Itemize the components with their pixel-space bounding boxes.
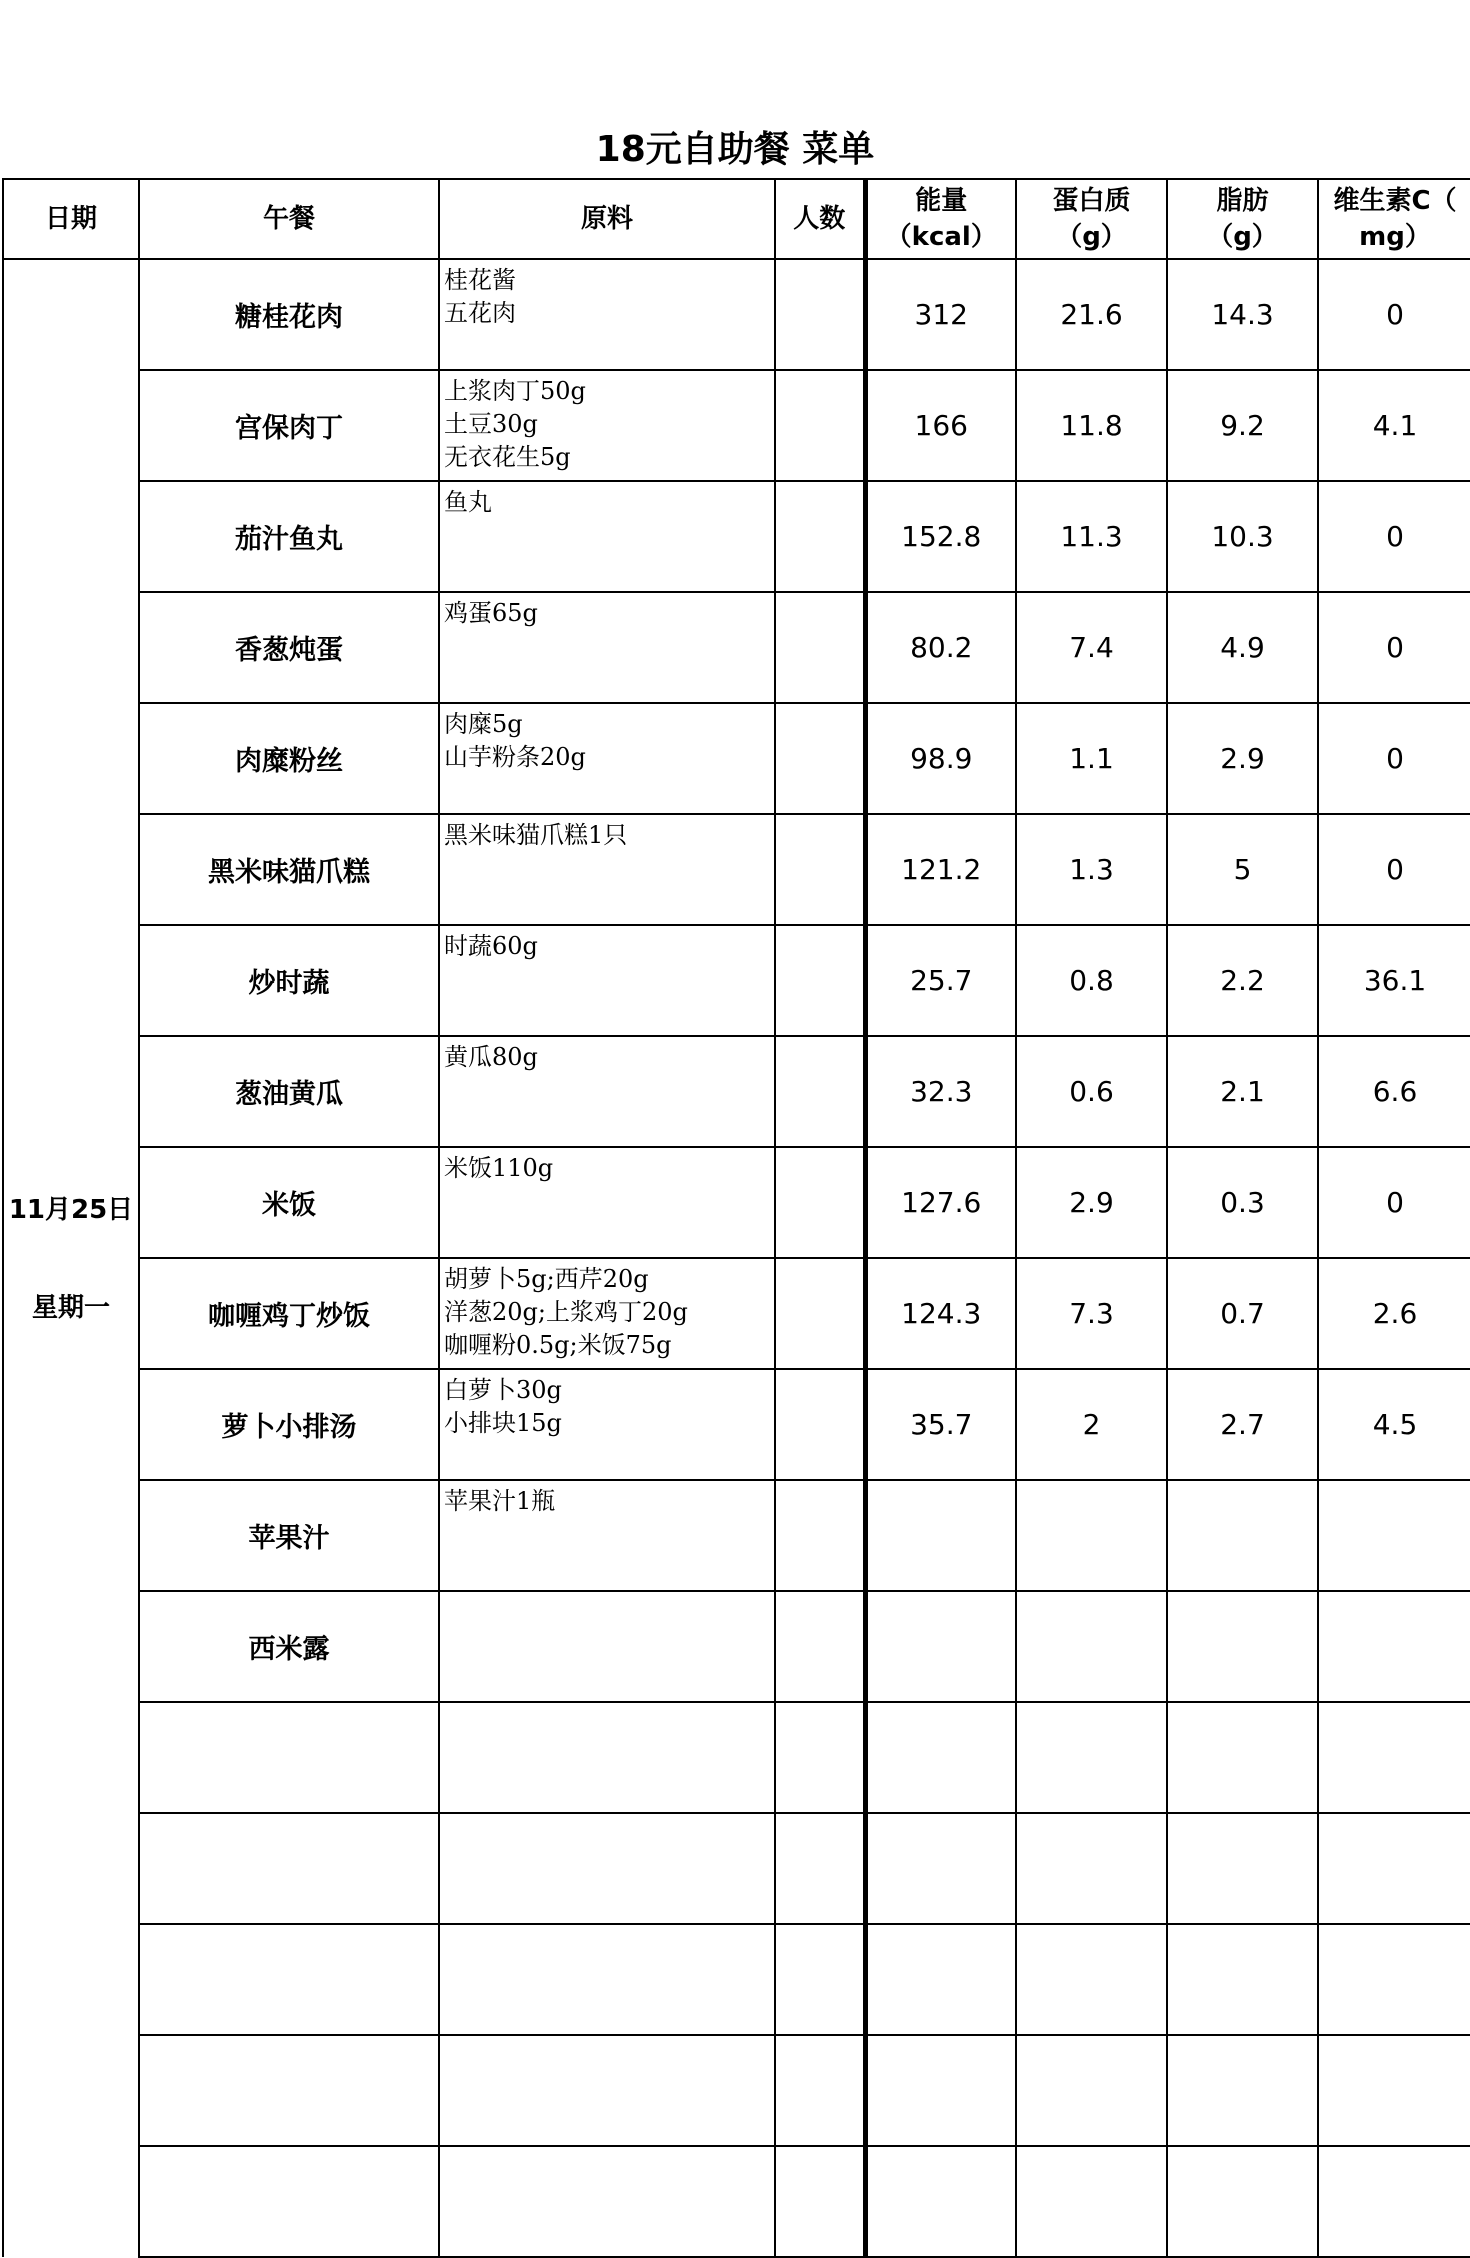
ingredient-line: 肉糜5g	[444, 710, 523, 738]
vitc-value	[1318, 2035, 1470, 2146]
menu-row	[3, 1480, 1470, 1591]
energy-value: 25.7	[865, 925, 1016, 1036]
protein-value: 1.3	[1016, 814, 1167, 925]
fat-value	[1167, 1591, 1318, 1702]
fat-value: 2.7	[1167, 1369, 1318, 1480]
vitc-value	[1318, 1591, 1470, 1702]
protein-value: 11.3	[1016, 481, 1167, 592]
energy-value: 127.6	[865, 1147, 1016, 1258]
fat-value: 5	[1167, 814, 1318, 925]
ingredients-cell	[439, 1924, 775, 2035]
menu-table	[2, 178, 1470, 2258]
menu-row	[3, 370, 1470, 481]
ingredient-line: 苹果汁1瓶	[444, 1487, 556, 1515]
fat-value: 0.7	[1167, 1258, 1318, 1369]
ingredient-line: 白萝卜30g	[444, 1376, 562, 1404]
dish-name: 炒时蔬	[139, 925, 439, 1036]
vitc-value	[1318, 1702, 1470, 1813]
ingredient-line: 鸡蛋65g	[444, 599, 538, 627]
header-protein-line1: 蛋白质	[1052, 186, 1131, 216]
ingredients-cell	[439, 1147, 775, 1258]
ingredient-line: 米饭110g	[444, 1154, 554, 1182]
date-weekday: 星期一	[31, 1292, 110, 1323]
ingredient-line: 咖喱粉0.5g;米饭75g	[444, 1331, 672, 1359]
menu-row	[3, 2146, 1470, 2257]
dish-name: 西米露	[139, 1591, 439, 1702]
header-protein-line2: （g）	[1056, 222, 1127, 252]
vitc-value: 0	[1318, 1147, 1470, 1258]
protein-value: 7.3	[1016, 1258, 1167, 1369]
menu-row	[3, 1591, 1470, 1702]
people-cell	[775, 1369, 865, 1480]
people-cell	[775, 1480, 865, 1591]
protein-value: 2.9	[1016, 1147, 1167, 1258]
header-people: 人数	[775, 179, 865, 259]
dish-name	[139, 2035, 439, 2146]
vitc-value: 36.1	[1318, 925, 1470, 1036]
menu-row	[3, 259, 1470, 370]
ingredients-cell	[439, 481, 775, 592]
ingredient-line: 五花肉	[444, 299, 516, 327]
ingredient-line: 土豆30g	[444, 410, 538, 438]
ingredients-cell	[439, 1702, 775, 1813]
people-cell	[775, 1924, 865, 2035]
ingredient-line: 黄瓜80g	[444, 1043, 538, 1071]
protein-value: 7.4	[1016, 592, 1167, 703]
ingredients-cell	[439, 2146, 775, 2257]
ingredients-cell	[439, 1813, 775, 1924]
fat-value: 9.2	[1167, 370, 1318, 481]
dish-name: 萝卜小排汤	[139, 1369, 439, 1480]
protein-value: 21.6	[1016, 259, 1167, 370]
menu-title: 18元自助餐 菜单	[595, 129, 875, 170]
vitc-value	[1318, 2146, 1470, 2257]
people-cell	[775, 1147, 865, 1258]
protein-value: 0.6	[1016, 1036, 1167, 1147]
dish-name: 宫保肉丁	[139, 370, 439, 481]
header-protein	[1016, 179, 1167, 259]
people-cell	[775, 370, 865, 481]
vitc-value: 0	[1318, 703, 1470, 814]
header-energy	[865, 179, 1016, 259]
people-cell	[775, 1813, 865, 1924]
ingredients-cell	[439, 1036, 775, 1147]
fat-value	[1167, 1924, 1318, 2035]
fat-value: 2.9	[1167, 703, 1318, 814]
vitc-value: 4.5	[1318, 1369, 1470, 1480]
people-cell	[775, 814, 865, 925]
energy-value: 166	[865, 370, 1016, 481]
energy-value: 80.2	[865, 592, 1016, 703]
ingredients-cell	[439, 1369, 775, 1480]
fat-value: 10.3	[1167, 481, 1318, 592]
ingredient-line: 山芋粉条20g	[444, 743, 586, 771]
dish-name: 苹果汁	[139, 1480, 439, 1591]
protein-value	[1016, 1480, 1167, 1591]
date-cell	[3, 259, 139, 2257]
fat-value: 4.9	[1167, 592, 1318, 703]
ingredients-cell	[439, 703, 775, 814]
dish-name: 黑米味猫爪糕	[139, 814, 439, 925]
header-date: 日期	[3, 179, 139, 259]
energy-value	[865, 1702, 1016, 1813]
menu-body	[3, 259, 1470, 2257]
ingredient-line: 黑米味猫爪糕1只	[444, 821, 628, 849]
vitc-value	[1318, 1813, 1470, 1924]
dish-name: 糖桂花肉	[139, 259, 439, 370]
vitc-value: 6.6	[1318, 1036, 1470, 1147]
protein-value	[1016, 1813, 1167, 1924]
vitc-value	[1318, 1924, 1470, 2035]
energy-value: 312	[865, 259, 1016, 370]
ingredients-cell	[439, 592, 775, 703]
ingredient-line: 桂花酱	[444, 266, 516, 294]
ingredient-line: 洋葱20g;上浆鸡丁20g	[444, 1298, 688, 1326]
menu-row	[3, 481, 1470, 592]
fat-value	[1167, 2146, 1318, 2257]
energy-value	[865, 1924, 1016, 2035]
menu-row	[3, 1258, 1470, 1369]
energy-value	[865, 2035, 1016, 2146]
vitc-value: 0	[1318, 481, 1470, 592]
header-fat	[1167, 179, 1318, 259]
ingredients-cell	[439, 1258, 775, 1369]
header-ingredients: 原料	[439, 179, 775, 259]
people-cell	[775, 1036, 865, 1147]
protein-value: 2	[1016, 1369, 1167, 1480]
energy-value: 32.3	[865, 1036, 1016, 1147]
vitc-value: 0	[1318, 814, 1470, 925]
energy-value: 121.2	[865, 814, 1016, 925]
energy-value	[865, 2146, 1016, 2257]
menu-row	[3, 2035, 1470, 2146]
fat-value: 2.1	[1167, 1036, 1318, 1147]
fat-value	[1167, 1480, 1318, 1591]
energy-value	[865, 1480, 1016, 1591]
protein-value	[1016, 1702, 1167, 1813]
dish-name	[139, 1924, 439, 2035]
header-vitc	[1318, 179, 1470, 259]
ingredient-line: 时蔬60g	[444, 932, 538, 960]
dish-name	[139, 1702, 439, 1813]
fat-value	[1167, 1813, 1318, 1924]
header-energy-line2: （kcal）	[885, 222, 997, 252]
protein-value	[1016, 2146, 1167, 2257]
menu-row	[3, 1036, 1470, 1147]
people-cell	[775, 2035, 865, 2146]
dish-name: 米饭	[139, 1147, 439, 1258]
dish-name: 茄汁鱼丸	[139, 481, 439, 592]
menu-row	[3, 592, 1470, 703]
header-fat-line1: 脂肪	[1216, 186, 1269, 216]
header-energy-line1: 能量	[915, 186, 968, 216]
protein-value	[1016, 1924, 1167, 2035]
date-day: 11月25日	[8, 1194, 134, 1225]
protein-value: 1.1	[1016, 703, 1167, 814]
ingredient-line: 上浆肉丁50g	[444, 377, 586, 405]
ingredients-cell	[439, 1591, 775, 1702]
header-vitc-line1: 维生素C（	[1333, 186, 1457, 216]
energy-value: 98.9	[865, 703, 1016, 814]
protein-value: 0.8	[1016, 925, 1167, 1036]
energy-value	[865, 1813, 1016, 1924]
people-cell	[775, 925, 865, 1036]
menu-row	[3, 1924, 1470, 2035]
energy-value	[865, 1591, 1016, 1702]
ingredient-line: 小排块15g	[444, 1409, 562, 1437]
protein-value	[1016, 1591, 1167, 1702]
dish-name: 香葱炖蛋	[139, 592, 439, 703]
ingredients-cell	[439, 370, 775, 481]
people-cell	[775, 703, 865, 814]
menu-row	[3, 1147, 1470, 1258]
people-cell	[775, 592, 865, 703]
vitc-value	[1318, 1480, 1470, 1591]
people-cell	[775, 1591, 865, 1702]
fat-value: 0.3	[1167, 1147, 1318, 1258]
vitc-value: 2.6	[1318, 1258, 1470, 1369]
fat-value: 2.2	[1167, 925, 1318, 1036]
ingredients-cell	[439, 2035, 775, 2146]
menu-row	[3, 1369, 1470, 1480]
energy-value: 124.3	[865, 1258, 1016, 1369]
header-lunch: 午餐	[139, 179, 439, 259]
header-vitc-line2: mg）	[1359, 222, 1431, 252]
people-cell	[775, 1258, 865, 1369]
header-fat-line2: （g）	[1207, 222, 1278, 252]
ingredients-cell	[439, 1480, 775, 1591]
vitc-value: 4.1	[1318, 370, 1470, 481]
ingredient-line: 鱼丸	[444, 488, 492, 516]
vitc-value: 0	[1318, 259, 1470, 370]
ingredient-line: 胡萝卜5g;西芹20g	[444, 1265, 649, 1293]
dish-name	[139, 2146, 439, 2257]
protein-value: 11.8	[1016, 370, 1167, 481]
protein-value	[1016, 2035, 1167, 2146]
ingredients-cell	[439, 925, 775, 1036]
dish-name: 葱油黄瓜	[139, 1036, 439, 1147]
dish-name: 咖喱鸡丁炒饭	[139, 1258, 439, 1369]
people-cell	[775, 481, 865, 592]
dish-name: 肉糜粉丝	[139, 703, 439, 814]
fat-value	[1167, 2035, 1318, 2146]
menu-row	[3, 814, 1470, 925]
energy-value: 152.8	[865, 481, 1016, 592]
people-cell	[775, 1702, 865, 1813]
header-row	[3, 179, 1470, 259]
dish-name	[139, 1813, 439, 1924]
menu-row	[3, 1702, 1470, 1813]
menu-row	[3, 1813, 1470, 1924]
menu-row	[3, 703, 1470, 814]
people-cell	[775, 259, 865, 370]
fat-value	[1167, 1702, 1318, 1813]
ingredient-line: 无衣花生5g	[444, 443, 571, 471]
fat-value: 14.3	[1167, 259, 1318, 370]
energy-value: 35.7	[865, 1369, 1016, 1480]
vitc-value: 0	[1318, 592, 1470, 703]
menu-row	[3, 925, 1470, 1036]
ingredients-cell	[439, 259, 775, 370]
people-cell	[775, 2146, 865, 2257]
ingredients-cell	[439, 814, 775, 925]
